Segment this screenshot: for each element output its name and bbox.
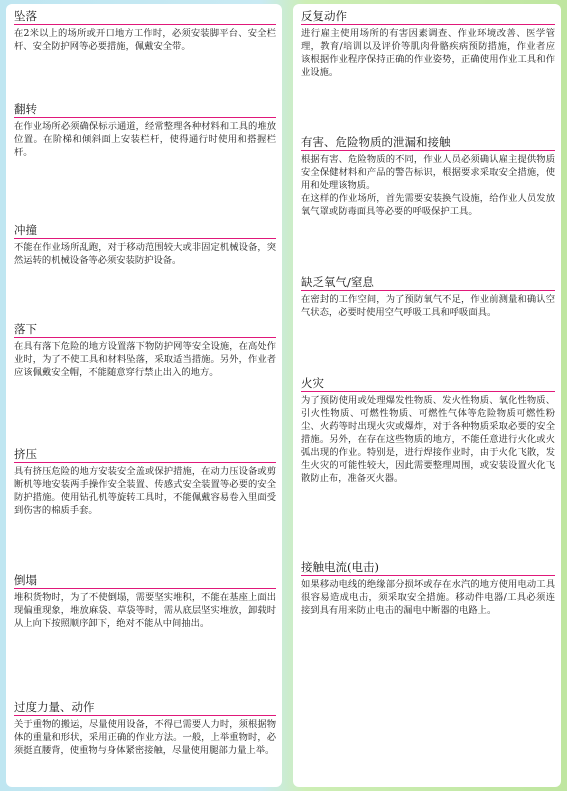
section-body: 在作业场所必须确保标示通道，经常整理各种材料和工具的堆放位置。在阶梯和倾斜面上安装栏杆，使得通行时使用和搭握栏杆。 <box>14 121 276 158</box>
section-body: 具有挤压危险的地方安装安全盖或保护措施，在动力压设备或剪断机等地安装两手操作安全装置、传感式安全装置等必要的安全防护措施。使用钻孔机等旋转工具时，不能佩戴容易卷入里面受到伤害的棉质手套。 <box>14 466 276 516</box>
section-overexertion <box>14 700 276 757</box>
section-title: 挤压 <box>14 447 276 463</box>
section-title: 倒塌 <box>14 573 276 589</box>
section-title: 坠落 <box>14 9 276 25</box>
section-collision <box>14 223 276 267</box>
section-fall <box>14 9 276 53</box>
section-body: 在2米以上的场所或开口地方工作时，必须安装脚平台、安全栏杆、安全防护网等必要措施，佩戴安全带。 <box>14 28 276 52</box>
section-hazardous-substances <box>301 135 555 218</box>
section-overturn <box>14 102 276 159</box>
section-title: 翻转 <box>14 102 276 118</box>
section-title: 反复动作 <box>301 9 555 25</box>
section-repetitive-motion <box>301 9 555 79</box>
section-title: 冲撞 <box>14 223 276 239</box>
section-body: 为了预防使用或处理爆发性物质、发火性物质、氧化性物质、引火性物质、可燃性物质、可燃性气体等危险物质可燃性粉尘、火药等时出现火灾或爆炸，对于各种物质采取必要的安全措施。另外，在存在这些物质的地方，不能任意进行火化或火弧出现的作业。特别是，进行焊接作业时，由于火化飞散，发生火灾的可能性较大，因此需要整理周围，或安装设置火化飞散防止布，准备灭火器。 <box>301 395 555 484</box>
section-title: 缺乏氧气/窒息 <box>301 275 555 291</box>
section-collapse <box>14 573 276 630</box>
section-body: 如果移动电线的绝缘部分损坏或存在水汽的地方使用电动工具很容易造成电击，须采取安全措施。移动件电器/工具必须连接到具有用来防止电击的漏电中断器的电路上。 <box>301 579 555 616</box>
section-title: 有害、危险物质的泄漏和接触 <box>301 135 555 151</box>
section-fire <box>301 376 555 485</box>
right-column <box>293 4 561 787</box>
section-falling-objects <box>14 322 276 379</box>
section-oxygen-deficiency <box>301 275 555 319</box>
section-body: 进行雇主使用场所的有害因素调查、作业环境改善、医学管理，教育/培训以及评价等肌肉骨骼疾病预防措施，作业者应该根据作业程序保持正确的作业姿势，正确使用作业工具和作业设施。 <box>301 28 555 78</box>
section-title: 落下 <box>14 322 276 338</box>
section-title: 接触电流(电击) <box>301 560 555 576</box>
section-body: 不能在作业场所乱跑，对于移动范围较大或非固定机械设备，突然运转的机械设备等必须安装防护设备。 <box>14 242 276 266</box>
section-crushing <box>14 447 276 517</box>
section-body: 在密封的工作空间，为了预防氧气不足，作业前测量和确认空气状态，必要时使用空气呼吸工具和呼吸面具。 <box>301 294 555 318</box>
section-electric-shock <box>301 560 555 617</box>
section-title: 过度力量、动作 <box>14 700 276 716</box>
section-body: 堆积货物时，为了不使倒塌，需要坚实堆积，不能在基座上面出现偏重现象，堆放麻袋、草袋等时，需从底层坚实堆放，卸载时从上向下按照顺序卸下，绝对不能从中间抽出。 <box>14 592 276 629</box>
section-body: 根据有害、危险物质的不同，作业人员必须确认雇主提供物质安全保健材料和产品的警告标识，根据要求采取安全措施，使用和处理该物质。 在这样的作业场所，首先需要安装换气设施，给作业人员发放氧气罩或防毒面具等必要的呼吸保护工具。 <box>301 154 555 217</box>
section-body: 关于重物的搬运，尽量使用设备，不得已需要人力时，须根据物体的重量和形状，采用正确的作业方法。一般，上举重物时，必须挺直腰背，使重物与身体紧密接触，尽量使用腿部力量上举。 <box>14 719 276 756</box>
left-column <box>6 4 282 787</box>
section-body: 在具有落下危险的地方设置落下物防护网等安全设施，在高处作业时，为了不使工具和材料坠落，采取适当措施。另外，作业者应该佩戴安全帽，不能随意穿行禁止出入的地方。 <box>14 341 276 378</box>
section-title: 火灾 <box>301 376 555 392</box>
